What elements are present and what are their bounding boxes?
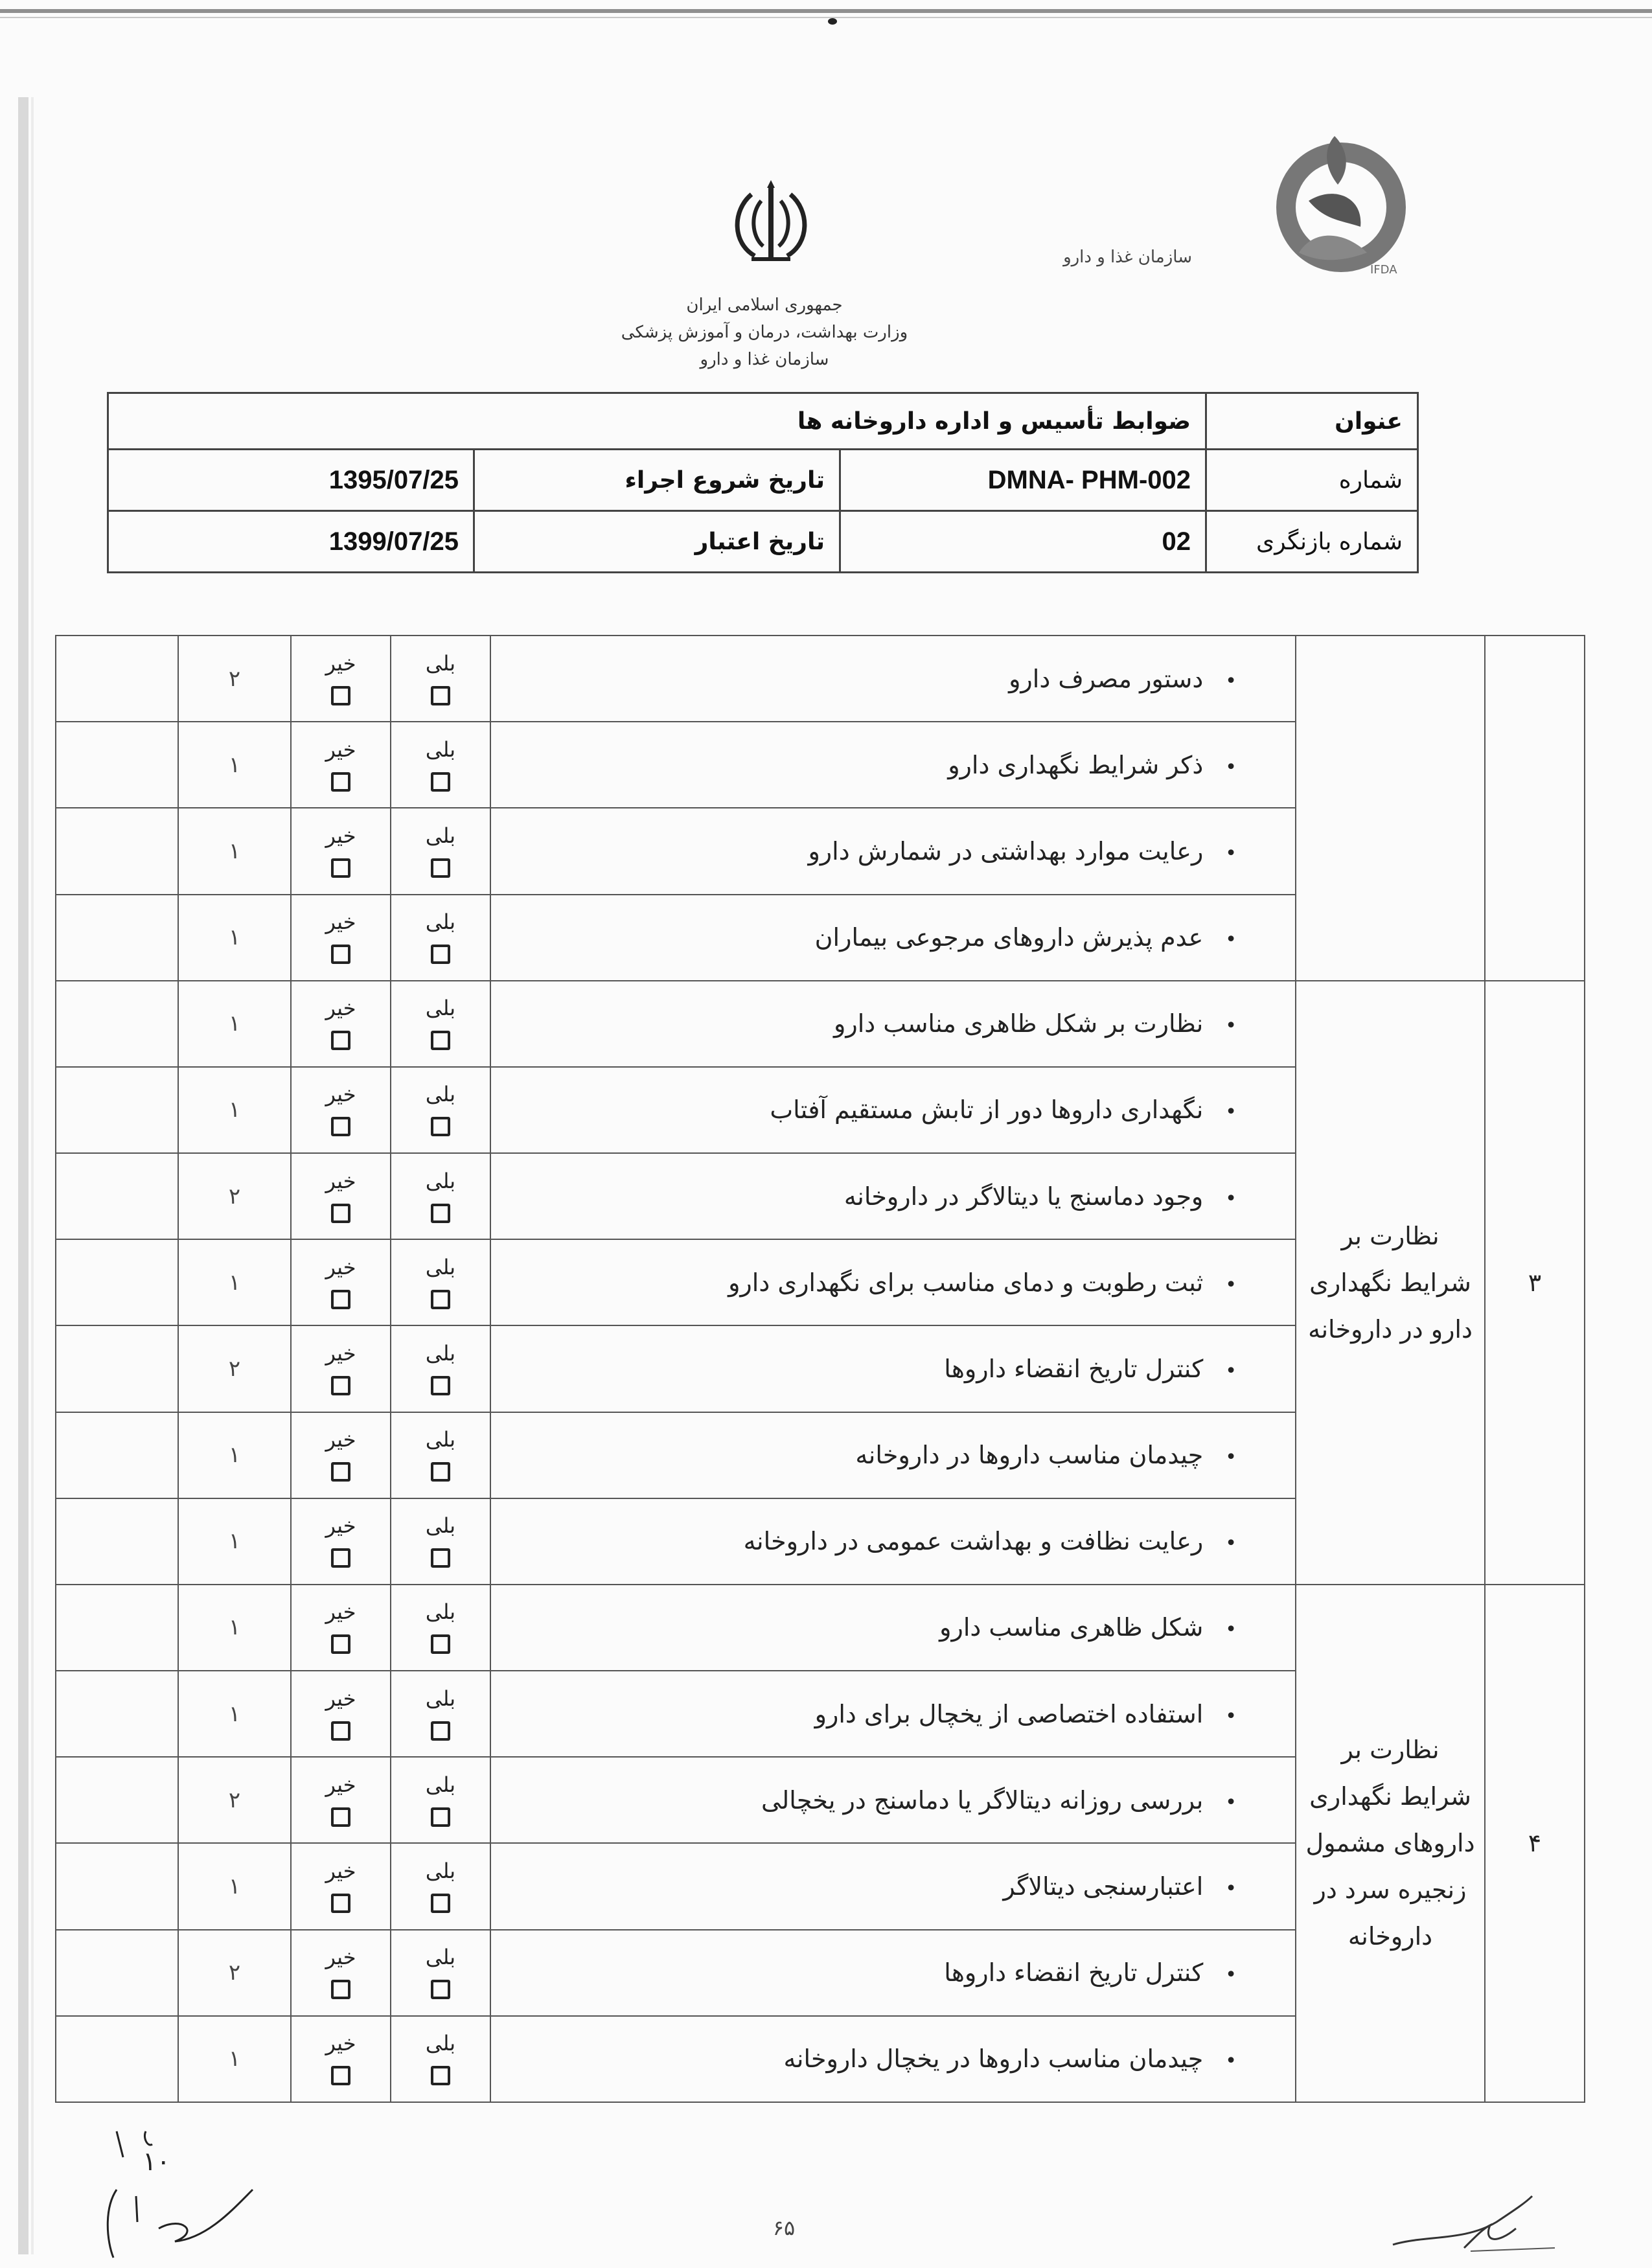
- score-cell: ۲: [178, 636, 291, 722]
- criterion-text: ثبت رطوبت و دمای مناسب برای نگهداری دارو: [728, 1268, 1204, 1297]
- agency-header: [583, 292, 946, 373]
- yes-label: بلی: [425, 1945, 456, 1970]
- handwritten-signature-right: [1386, 2183, 1568, 2261]
- criterion-text: اعتبارسنجی دیتالاگر: [1003, 1872, 1204, 1901]
- notes-cell: [56, 1153, 178, 1239]
- criterion-text: رعایت موارد بهداشتی در شمارش دارو: [808, 836, 1204, 865]
- score-cell: ۱: [178, 895, 291, 981]
- yes-label: بلی: [425, 1340, 456, 1366]
- notes-cell: [56, 636, 178, 722]
- no-label: خیر: [325, 2031, 356, 2056]
- notes-cell: [56, 1067, 178, 1153]
- criterion-cell: [490, 1585, 1296, 1671]
- no-option-cell: [291, 895, 391, 981]
- no-checkbox[interactable]: [331, 945, 350, 964]
- ifda-logo-abbr: IFDA: [1370, 263, 1397, 277]
- yes-checkbox[interactable]: [431, 1807, 450, 1827]
- start-date-value: 1395/07/25: [108, 450, 474, 511]
- scan-left-shadow-secondary: [31, 97, 34, 2254]
- bullet-icon: •: [1225, 755, 1237, 779]
- checklist-table: [55, 635, 1585, 2103]
- handwritten-signature-left: [97, 2118, 304, 2267]
- bullet-icon: •: [1225, 1273, 1237, 1296]
- criterion-text: کنترل تاریخ انقضاء داروها: [944, 1354, 1204, 1383]
- criterion-text: وجود دماسنج یا دیتالاگر در داروخانه: [843, 1182, 1204, 1211]
- score-cell: ۱: [178, 2016, 291, 2102]
- no-label: خیر: [325, 1686, 356, 1711]
- score-cell: ۱: [178, 1239, 291, 1325]
- no-checkbox[interactable]: [331, 1290, 350, 1309]
- yes-checkbox[interactable]: [431, 1290, 450, 1309]
- yes-checkbox[interactable]: [431, 1376, 450, 1395]
- no-checkbox[interactable]: [331, 1548, 350, 1568]
- criterion-cell: [490, 1153, 1296, 1239]
- no-option-cell: [291, 1671, 391, 1757]
- no-checkbox[interactable]: [331, 858, 350, 878]
- bullet-icon: •: [1225, 1964, 1237, 1987]
- no-checkbox[interactable]: [331, 2066, 350, 2085]
- score-cell: ۲: [178, 1153, 291, 1239]
- title-value: ضوابط تأسیس و اداره داروخانه ها: [108, 393, 1206, 450]
- checklist-row: [56, 636, 1585, 722]
- criterion-cell: [490, 981, 1296, 1067]
- notes-cell: [56, 1325, 178, 1412]
- ifda-logo-text: سازمان غذا و دارو: [1063, 247, 1192, 267]
- criterion-text: کنترل تاریخ انقضاء داروها: [944, 1958, 1204, 1987]
- yes-option-cell: [391, 636, 490, 722]
- yes-label: بلی: [425, 996, 456, 1021]
- document-info-table: [107, 392, 1419, 573]
- yes-option-cell: [391, 1843, 490, 1929]
- notes-cell: [56, 1498, 178, 1585]
- notes-cell: [56, 808, 178, 894]
- criterion-text: استفاده اختصاصی از یخچال برای دارو: [814, 1699, 1204, 1728]
- yes-option-cell: [391, 2016, 490, 2102]
- yes-option-cell: [391, 722, 490, 808]
- criterion-cell: [490, 1757, 1296, 1843]
- no-label: خیر: [325, 1427, 356, 1452]
- no-label: خیر: [325, 1513, 356, 1539]
- scan-top-edge: [0, 9, 1652, 13]
- no-checkbox[interactable]: [331, 1117, 350, 1136]
- group-number: ۴: [1485, 1585, 1585, 2102]
- yes-label: بلی: [425, 2031, 456, 2056]
- yes-option-cell: [391, 895, 490, 981]
- score-cell: ۲: [178, 1930, 291, 2016]
- notes-cell: [56, 722, 178, 808]
- bullet-icon: •: [1225, 1187, 1237, 1210]
- no-checkbox[interactable]: [331, 1894, 350, 1913]
- yes-label: بلی: [425, 1082, 456, 1107]
- no-option-cell: [291, 722, 391, 808]
- criterion-cell: [490, 1498, 1296, 1585]
- criterion-cell: [490, 1671, 1296, 1757]
- score-cell: ۱: [178, 981, 291, 1067]
- yes-option-cell: [391, 1757, 490, 1843]
- criterion-text: نگهداری داروها دور از تابش مستقیم آفتاب: [770, 1095, 1204, 1125]
- yes-option-cell: [391, 1067, 490, 1153]
- yes-checkbox[interactable]: [431, 686, 450, 705]
- yes-checkbox[interactable]: [431, 1204, 450, 1223]
- no-option-cell: [291, 1067, 391, 1153]
- criterion-text: شکل ظاهری مناسب دارو: [939, 1613, 1204, 1642]
- no-option-cell: [291, 1498, 391, 1585]
- yes-label: بلی: [425, 1772, 456, 1797]
- score-cell: ۲: [178, 1757, 291, 1843]
- yes-checkbox[interactable]: [431, 1980, 450, 1999]
- criterion-cell: [490, 2016, 1296, 2102]
- no-checkbox[interactable]: [331, 1807, 350, 1827]
- notes-cell: [56, 895, 178, 981]
- agency-line-country: جمهوری اسلامی ایران: [686, 295, 843, 315]
- criterion-text: ذکر شرایط نگهداری دارو: [948, 750, 1204, 779]
- score-cell: ۱: [178, 722, 291, 808]
- yes-checkbox[interactable]: [431, 1462, 450, 1482]
- no-option-cell: [291, 981, 391, 1067]
- no-option-cell: [291, 2016, 391, 2102]
- yes-label: بلی: [425, 650, 456, 676]
- criterion-text: بررسی روزانه دیتالاگر یا دماسنج در یخچالی: [761, 1785, 1204, 1815]
- no-checkbox[interactable]: [331, 686, 350, 705]
- no-option-cell: [291, 1843, 391, 1929]
- score-cell: ۱: [178, 1067, 291, 1153]
- notes-cell: [56, 1930, 178, 2016]
- bullet-icon: •: [1225, 1877, 1237, 1900]
- info-row-title: [108, 393, 1418, 450]
- handwritten-note: ۱۰: [143, 2147, 170, 2177]
- yes-label: بلی: [425, 1427, 456, 1452]
- no-label: خیر: [325, 910, 356, 935]
- bullet-icon: •: [1225, 1532, 1237, 1555]
- bullet-icon: •: [1225, 842, 1237, 865]
- ifda-logo: [1063, 123, 1419, 311]
- no-option-cell: [291, 1412, 391, 1498]
- no-label: خیر: [325, 996, 356, 1021]
- yes-checkbox[interactable]: [431, 1634, 450, 1654]
- bullet-icon: •: [1225, 1791, 1237, 1814]
- yes-label: بلی: [425, 910, 456, 935]
- notes-cell: [56, 1757, 178, 1843]
- notes-cell: [56, 981, 178, 1067]
- no-label: خیر: [325, 1340, 356, 1366]
- info-row-revision: [108, 511, 1418, 573]
- criterion-cell: [490, 722, 1296, 808]
- criterion-cell: [490, 1843, 1296, 1929]
- no-option-cell: [291, 1239, 391, 1325]
- start-date-label: تاریخ شروع اجراء: [474, 450, 840, 511]
- no-option-cell: [291, 1325, 391, 1412]
- bullet-icon: •: [1225, 669, 1237, 693]
- yes-label: بلی: [425, 1254, 456, 1279]
- group-number: ۳: [1485, 981, 1585, 1585]
- criterion-text: چیدمان مناسب داروها در داروخانه: [855, 1441, 1204, 1470]
- revision-value: 02: [840, 511, 1206, 573]
- yes-option-cell: [391, 1325, 490, 1412]
- no-checkbox[interactable]: [331, 772, 350, 792]
- no-option-cell: [291, 1153, 391, 1239]
- number-label: شماره: [1206, 450, 1418, 511]
- yes-label: بلی: [425, 737, 456, 762]
- criterion-cell: [490, 1930, 1296, 2016]
- group-topic: نظارت بر شرایط نگهداری داروهای مشمول زنجیره سرد در داروخانه: [1296, 1585, 1485, 2102]
- criterion-text: چیدمان مناسب داروها در یخچال داروخانه: [783, 2045, 1204, 2074]
- bullet-icon: •: [1225, 1618, 1237, 1642]
- agency-line-organization: سازمان غذا و دارو: [700, 350, 829, 369]
- notes-cell: [56, 2016, 178, 2102]
- yes-checkbox[interactable]: [431, 1031, 450, 1050]
- no-checkbox[interactable]: [331, 1980, 350, 1999]
- group-topic: [1296, 636, 1485, 981]
- no-label: خیر: [325, 1168, 356, 1193]
- no-label: خیر: [325, 1945, 356, 1970]
- no-label: خیر: [325, 1254, 356, 1279]
- validity-date-label: تاریخ اعتبار: [474, 511, 840, 573]
- criterion-cell: [490, 895, 1296, 981]
- criterion-cell: [490, 1067, 1296, 1153]
- yes-checkbox[interactable]: [431, 2066, 450, 2085]
- bullet-icon: •: [1225, 928, 1237, 952]
- no-option-cell: [291, 1930, 391, 2016]
- agency-line-ministry: وزارت بهداشت، درمان و آموزش پزشکی: [621, 323, 908, 342]
- checklist-row: [56, 981, 1585, 1067]
- no-checkbox[interactable]: [331, 1634, 350, 1654]
- criterion-cell: [490, 636, 1296, 722]
- bullet-icon: •: [1225, 1446, 1237, 1469]
- no-label: خیر: [325, 737, 356, 762]
- iran-emblem-icon: [726, 175, 816, 272]
- yes-label: بلی: [425, 1513, 456, 1539]
- criterion-cell: [490, 1325, 1296, 1412]
- yes-checkbox[interactable]: [431, 772, 450, 792]
- scan-speck: [828, 18, 837, 25]
- yes-option-cell: [391, 808, 490, 894]
- yes-option-cell: [391, 1498, 490, 1585]
- criterion-text: دستور مصرف دارو: [1009, 664, 1204, 693]
- score-cell: ۱: [178, 1498, 291, 1585]
- criterion-cell: [490, 1239, 1296, 1325]
- no-option-cell: [291, 1757, 391, 1843]
- bullet-icon: •: [1225, 1359, 1237, 1382]
- yes-option-cell: [391, 1239, 490, 1325]
- yes-checkbox[interactable]: [431, 858, 450, 878]
- bullet-icon: •: [1225, 1101, 1237, 1124]
- score-cell: ۱: [178, 1671, 291, 1757]
- bullet-icon: •: [1225, 1704, 1237, 1728]
- page-number: ۶۵: [772, 2216, 796, 2240]
- no-label: خیر: [325, 823, 356, 848]
- no-checkbox[interactable]: [331, 1376, 350, 1395]
- yes-label: بلی: [425, 1686, 456, 1711]
- no-option-cell: [291, 636, 391, 722]
- notes-cell: [56, 1585, 178, 1671]
- no-checkbox[interactable]: [331, 1204, 350, 1223]
- notes-cell: [56, 1239, 178, 1325]
- notes-cell: [56, 1412, 178, 1498]
- notes-cell: [56, 1671, 178, 1757]
- no-label: خیر: [325, 1599, 356, 1625]
- group-topic: نظارت بر شرایط نگهداری دارو در داروخانه: [1296, 981, 1485, 1585]
- score-cell: ۱: [178, 808, 291, 894]
- no-checkbox[interactable]: [331, 1462, 350, 1482]
- no-checkbox[interactable]: [331, 1721, 350, 1741]
- yes-option-cell: [391, 1671, 490, 1757]
- scan-left-shadow: [18, 97, 29, 2254]
- yes-option-cell: [391, 981, 490, 1067]
- notes-cell: [56, 1843, 178, 1929]
- yes-checkbox[interactable]: [431, 1117, 450, 1136]
- criterion-text: عدم پذیرش داروهای مرجوعی بیماران: [814, 923, 1204, 952]
- yes-label: بلی: [425, 1599, 456, 1625]
- yes-checkbox[interactable]: [431, 945, 450, 964]
- no-label: خیر: [325, 1082, 356, 1107]
- group-number: [1485, 636, 1585, 981]
- yes-label: بلی: [425, 1168, 456, 1193]
- no-label: خیر: [325, 1772, 356, 1797]
- yes-option-cell: [391, 1930, 490, 2016]
- score-cell: ۱: [178, 1843, 291, 1929]
- bullet-icon: •: [1225, 2050, 1237, 2073]
- criterion-cell: [490, 1412, 1296, 1498]
- yes-option-cell: [391, 1585, 490, 1671]
- no-option-cell: [291, 1585, 391, 1671]
- score-cell: ۱: [178, 1585, 291, 1671]
- title-label: عنوان: [1206, 393, 1418, 450]
- checklist-row: [56, 1585, 1585, 1671]
- no-label: خیر: [325, 1858, 356, 1883]
- revision-label: شماره بازنگری: [1206, 511, 1418, 573]
- yes-option-cell: [391, 1153, 490, 1239]
- number-value: DMNA- PHM-002: [840, 450, 1206, 511]
- no-option-cell: [291, 808, 391, 894]
- score-cell: ۲: [178, 1325, 291, 1412]
- no-label: خیر: [325, 650, 356, 676]
- yes-checkbox[interactable]: [431, 1721, 450, 1741]
- yes-label: بلی: [425, 1858, 456, 1883]
- criterion-text: نظارت بر شکل ظاهری مناسب دارو: [834, 1009, 1204, 1038]
- yes-checkbox[interactable]: [431, 1548, 450, 1568]
- criterion-cell: [490, 808, 1296, 894]
- criterion-text: رعایت نظافت و بهداشت عمومی در داروخانه: [743, 1527, 1204, 1556]
- score-cell: ۱: [178, 1412, 291, 1498]
- no-checkbox[interactable]: [331, 1031, 350, 1050]
- yes-option-cell: [391, 1412, 490, 1498]
- validity-date-value: 1399/07/25: [108, 511, 474, 573]
- bullet-icon: •: [1225, 1014, 1237, 1038]
- scan-top-edge-secondary: [0, 17, 1652, 18]
- yes-checkbox[interactable]: [431, 1894, 450, 1913]
- yes-label: بلی: [425, 823, 456, 848]
- info-row-number: [108, 450, 1418, 511]
